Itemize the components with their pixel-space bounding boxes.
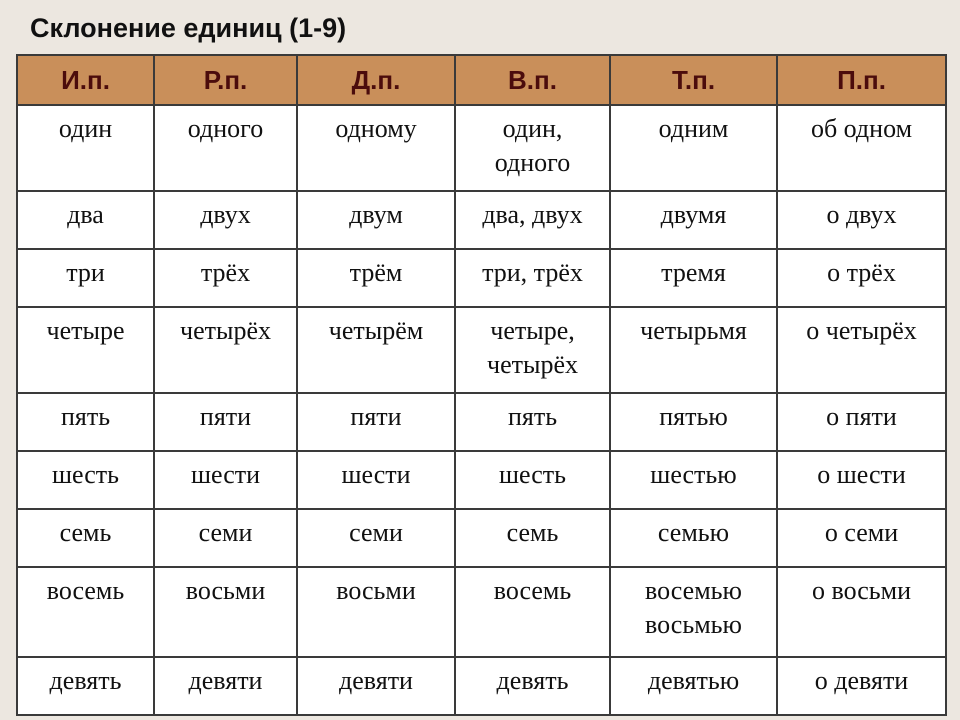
cell-text: восьми <box>336 576 416 605</box>
cell-text: о шести <box>817 460 906 489</box>
table-cell-nominative <box>17 451 154 509</box>
table-cell-prepositional <box>777 393 946 451</box>
cell-text: четырём <box>328 316 424 345</box>
slide-title: Склонение единиц (1-9) <box>30 13 347 43</box>
table-cell-prepositional <box>777 105 946 191</box>
table-row <box>17 509 946 567</box>
cell-text: трём <box>349 258 403 287</box>
table-cell-accusative <box>455 567 610 657</box>
cell-text: одного <box>494 148 571 177</box>
table-cell-dative <box>297 307 455 393</box>
cell-text: семи <box>349 518 403 547</box>
table-cell-instrumental <box>610 307 777 393</box>
table-cell-nominative <box>17 657 154 715</box>
cell-text: восемью <box>645 576 742 605</box>
table-cell-prepositional <box>777 657 946 715</box>
cell-text: пятью <box>659 402 728 431</box>
column-header-genitive: Р.п. <box>154 55 297 105</box>
table-cell-genitive <box>154 105 297 191</box>
table-cell-prepositional <box>777 249 946 307</box>
table-cell-genitive <box>154 567 297 657</box>
table-header-row <box>17 55 946 105</box>
table-row <box>17 451 946 509</box>
table-cell-accusative <box>455 307 610 393</box>
table-cell-instrumental <box>610 393 777 451</box>
cell-text: шесть <box>499 460 566 489</box>
table-cell-dative <box>297 191 455 249</box>
cell-text: девять <box>496 666 569 695</box>
table-cell-instrumental <box>610 249 777 307</box>
cell-text: восемь <box>46 576 125 605</box>
table-row <box>17 105 946 191</box>
table-cell-instrumental <box>610 451 777 509</box>
table-cell-prepositional <box>777 509 946 567</box>
table-cell-instrumental <box>610 105 777 191</box>
table-cell-nominative <box>17 191 154 249</box>
table-cell-dative <box>297 567 455 657</box>
cell-text: девять <box>49 666 122 695</box>
table-cell-genitive <box>154 249 297 307</box>
cell-text: одним <box>658 114 729 143</box>
cell-text: четырьмя <box>640 316 747 345</box>
cell-text: три <box>66 258 105 287</box>
table-cell-prepositional <box>777 567 946 657</box>
declension-table <box>16 54 947 716</box>
table-cell-prepositional <box>777 451 946 509</box>
cell-text: о четырёх <box>806 316 917 345</box>
table-cell-dative <box>297 657 455 715</box>
table-cell-genitive <box>154 657 297 715</box>
table-cell-prepositional <box>777 307 946 393</box>
table-row <box>17 393 946 451</box>
table-row <box>17 191 946 249</box>
cell-text: трёх <box>200 258 251 287</box>
table-cell-dative <box>297 451 455 509</box>
table-cell-dative <box>297 393 455 451</box>
cell-text: четыре, <box>490 316 575 345</box>
table-cell-nominative <box>17 249 154 307</box>
cell-text: шести <box>190 460 261 489</box>
cell-text: девяти <box>339 666 413 695</box>
table-cell-accusative <box>455 191 610 249</box>
table-cell-accusative <box>455 509 610 567</box>
table-cell-nominative <box>17 105 154 191</box>
cell-text: четырёх <box>487 350 578 379</box>
table-cell-genitive <box>154 509 297 567</box>
table-cell-prepositional <box>777 191 946 249</box>
cell-text: четыре <box>46 316 125 345</box>
table-cell-dative <box>297 509 455 567</box>
column-header-nominative: И.п. <box>17 55 154 105</box>
table-cell-accusative <box>455 657 610 715</box>
table-cell-nominative <box>17 307 154 393</box>
column-header-accusative: В.п. <box>455 55 610 105</box>
table-cell-instrumental <box>610 509 777 567</box>
table-cell-dative <box>297 105 455 191</box>
cell-text: восемь <box>493 576 572 605</box>
cell-text: пяти <box>350 402 402 431</box>
table-row <box>17 657 946 715</box>
cell-text: об одном <box>810 114 913 143</box>
cell-text: восьми <box>185 576 266 605</box>
table-cell-accusative <box>455 393 610 451</box>
cell-text: восьмью <box>645 610 742 639</box>
table-cell-nominative <box>17 509 154 567</box>
column-header-instrumental: Т.п. <box>610 55 777 105</box>
cell-text: шести <box>341 460 411 489</box>
table-cell-dative <box>297 249 455 307</box>
cell-text: девятью <box>647 666 740 695</box>
cell-text: семью <box>657 518 730 547</box>
cell-text: о пяти <box>826 402 897 431</box>
cell-text: пяти <box>199 402 252 431</box>
table-cell-accusative <box>455 249 610 307</box>
cell-text: о двух <box>826 200 897 229</box>
cell-text: один, <box>502 114 563 143</box>
cell-text: о трёх <box>827 258 896 287</box>
cell-text: о девяти <box>814 666 909 695</box>
table-cell-genitive <box>154 393 297 451</box>
cell-text: четырёх <box>180 316 271 345</box>
table-cell-instrumental <box>610 191 777 249</box>
table-cell-accusative <box>455 451 610 509</box>
column-header-prepositional: П.п. <box>777 55 946 105</box>
cell-text: двумя <box>660 200 727 229</box>
cell-text: один <box>58 114 113 143</box>
cell-text: шестью <box>650 460 737 489</box>
cell-text: пять <box>507 402 558 431</box>
cell-text: двум <box>349 200 403 229</box>
cell-text: семь <box>506 518 559 547</box>
cell-text: два <box>67 200 104 229</box>
column-header-dative: Д.п. <box>297 55 455 105</box>
cell-text: пять <box>60 402 111 431</box>
cell-text: семь <box>59 518 112 547</box>
table-cell-instrumental <box>610 567 777 657</box>
cell-text: одному <box>335 114 417 143</box>
cell-text: тремя <box>661 258 726 287</box>
table-cell-genitive <box>154 191 297 249</box>
table-row <box>17 307 946 393</box>
table-cell-genitive <box>154 307 297 393</box>
cell-text: о восьми <box>811 576 911 605</box>
cell-text: о семи <box>824 518 899 547</box>
cell-text: три, трёх <box>482 258 583 287</box>
table-cell-nominative <box>17 393 154 451</box>
table-cell-accusative <box>455 105 610 191</box>
table-cell-instrumental <box>610 657 777 715</box>
table-row <box>17 249 946 307</box>
table-cell-nominative <box>17 567 154 657</box>
cell-text: девяти <box>188 666 263 695</box>
table-cell-genitive <box>154 451 297 509</box>
cell-text: одного <box>187 114 264 143</box>
cell-text: шесть <box>52 460 119 489</box>
cell-text: двух <box>200 200 251 229</box>
cell-text: два, двух <box>482 200 583 229</box>
cell-text: семи <box>198 518 253 547</box>
table-row <box>17 567 946 657</box>
